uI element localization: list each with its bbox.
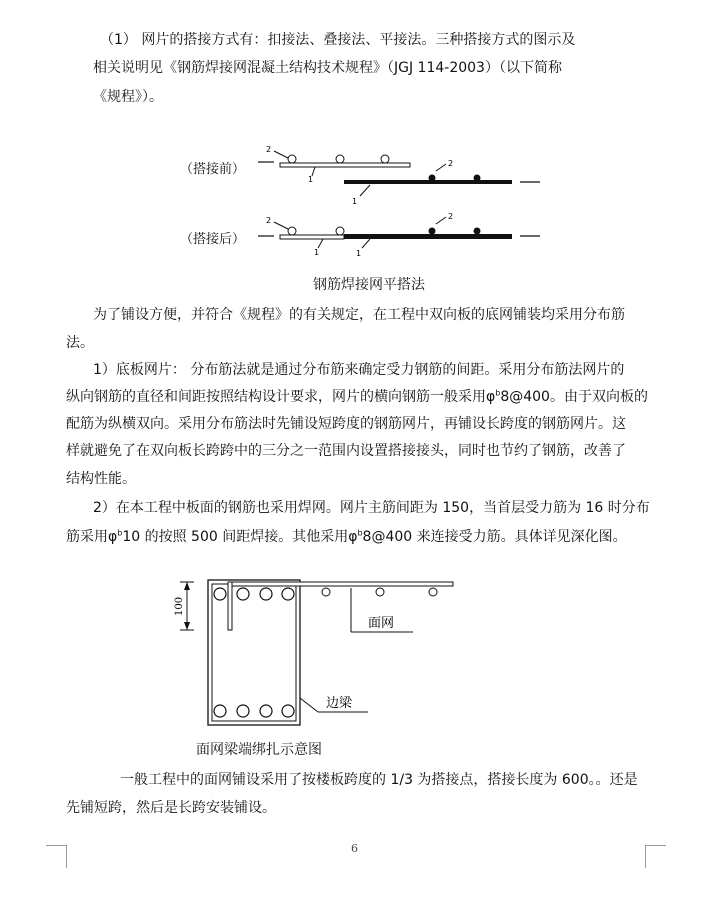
para1-line1: （1） 网片的搭接方式有：扣接法、叠接法、平接法。三种搭接方式的图示及	[100, 32, 576, 48]
para4-line2-b: 10 的按照 500 间距焊接。其他采用	[122, 529, 349, 545]
para1-line3: 《规程》）。	[93, 89, 163, 105]
para3-line2	[66, 387, 648, 407]
num-2a: 2	[266, 145, 272, 154]
num-2d: 2	[448, 212, 454, 221]
para5-line1: 一般工程中的面网铺设采用了按楼板跨度的 1/3 为搭接点，搭接长度为 600。。还是	[120, 772, 638, 788]
num-1b: 1	[352, 197, 358, 206]
para1-line2: 相关说明见《钢筋焊接网混凝土结构技术规程》（JGJ 114-2003）（以下简称	[93, 60, 562, 76]
dimension-100: 100	[174, 596, 185, 616]
para2-line2: 法。	[66, 335, 94, 351]
label-edge-beam: 边梁	[326, 696, 353, 711]
para3-line1: 1）底板网片： 分布筋法就是通过分布筋来确定受力钢筋的间距。采用分布筋法网片的	[93, 362, 625, 378]
phi-symbol: φ	[486, 389, 496, 405]
label-face-net: 面网	[368, 616, 395, 631]
num-1a: 1	[308, 175, 314, 184]
lap-splice-diagram	[180, 128, 558, 266]
num-2b: 2	[448, 159, 454, 168]
figure2-caption: 面网梁端绑扎示意图	[196, 742, 322, 758]
corner-mark-right	[645, 845, 666, 868]
para3-line3: 配筋为纵横双向。采用分布筋法时先铺设短跨度的钢筋网片，再铺设长跨度的钢筋网片。这	[66, 416, 626, 432]
para4-line1: 2）在本工程中板面的钢筋也采用焊网。网片主筋间距为 150，当首层受力筋为 16 时分布	[93, 500, 650, 516]
num-1d: 1	[356, 249, 362, 258]
corner-mark-left	[46, 845, 67, 868]
phi-superscript: b	[117, 528, 123, 538]
para4-line2-a: 筋采用	[66, 529, 108, 545]
para3-line2-text: 纵向钢筋的直径和间距按照结构设计要求，网片的横向钢筋一般采用	[66, 389, 486, 405]
num-1c: 1	[314, 248, 320, 257]
para4-line2	[66, 527, 627, 547]
label-after: （搭接后）	[180, 232, 246, 247]
para4-line2-c: 8@400 来连接受力筋。具体详见深化图。	[362, 529, 627, 545]
phi-superscript: b	[495, 388, 501, 398]
page-number: 6	[351, 842, 358, 855]
phi-superscript: b	[357, 528, 363, 538]
phi-symbol: φ	[348, 529, 358, 545]
para5-line2: 先铺短跨，然后是长跨安装铺设。	[66, 800, 276, 816]
para3-line4: 样就避免了在双向板长跨跨中的三分之一范围内设置搭接接头，同时也节约了钢筋，改善了	[66, 443, 626, 459]
label-before: （搭接前）	[180, 162, 246, 177]
figure1-caption: 钢筋焊接网平搭法	[313, 277, 425, 293]
phi-symbol: φ	[108, 529, 118, 545]
beam-end-diagram	[168, 572, 460, 737]
para3-line2-rest: 8@400。由于双向板的	[500, 389, 648, 405]
para3-line5: 结构性能。	[66, 471, 136, 487]
para2-line1: 为了铺设方便，并符合《规程》的有关规定，在工程中双向板的底网铺装均采用分布筋	[93, 307, 625, 323]
num-2c: 2	[266, 216, 272, 225]
